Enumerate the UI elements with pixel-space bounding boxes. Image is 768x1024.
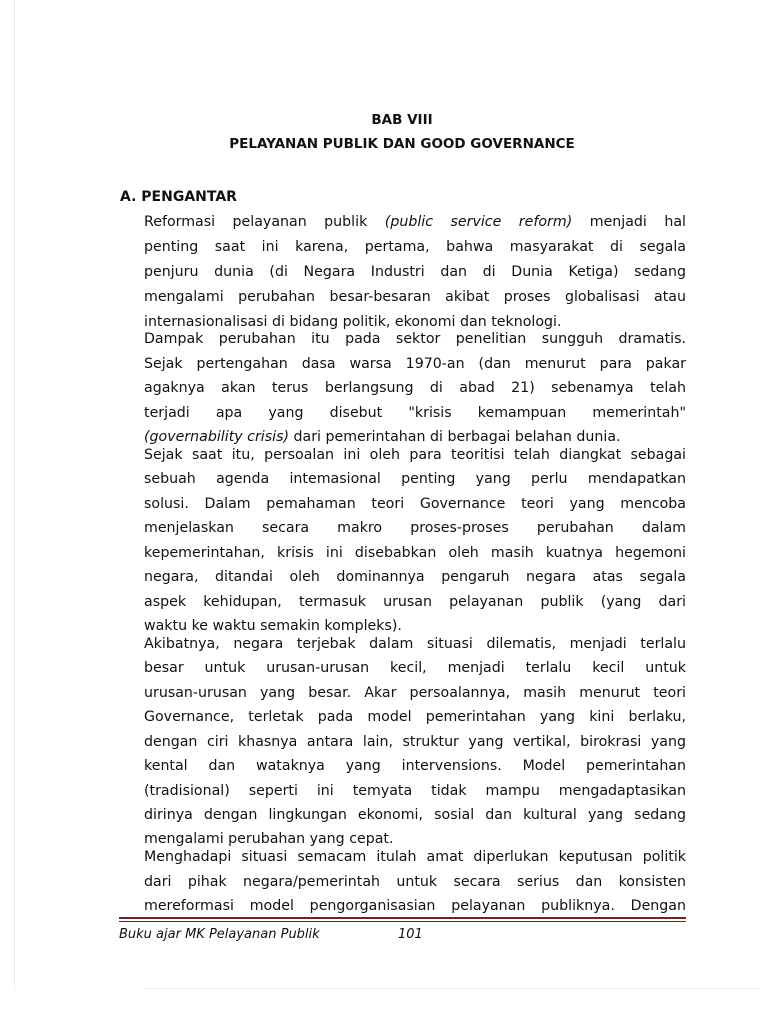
body-line: mengalami perubahan besar-besaran akibat proses globalisasi atau — [144, 289, 686, 305]
body-line: Reformasi pelayanan publik (public service reform) menjadi hal — [144, 214, 686, 230]
body-line: aspek kehidupan, termasuk urusan pelayanan publik (yang dari — [144, 594, 686, 610]
body-line: waktu ke waktu semakin kompleks). — [144, 618, 402, 634]
body-line: urusan-urusan yang besar. Akar persoalannya, masih menurut teori — [144, 685, 686, 701]
section-heading: A. PENGANTAR — [120, 189, 237, 205]
body-line: Governance, terletak pada model pemerintahan yang kini berlaku, — [144, 709, 686, 725]
body-line: mengalami perubahan yang cepat. — [144, 831, 394, 847]
body-line: Dampak perubahan itu pada sektor penelitian sungguh dramatis. — [144, 331, 686, 347]
body-line: dirinya dengan lingkungan ekonomi, sosial dan kultural yang sedang — [144, 807, 686, 823]
body-line: (governability crisis) dari pemerintahan di berbagai belahan dunia. — [144, 429, 621, 445]
chapter-title: PELAYANAN PUBLIK DAN GOOD GOVERNANCE — [229, 136, 575, 152]
body-line: Sejak saat itu, persoalan ini oleh para teoritisi telah diangkat sebagai — [144, 447, 686, 463]
body-line: negara, ditandai oleh dominannya pengaruh negara atas segala — [144, 569, 686, 585]
body-line: solusi. Dalam pemahaman teori Governance teori yang mencoba — [144, 496, 686, 512]
body-line: sebuah agenda intemasional penting yang perlu mendapatkan — [144, 471, 686, 487]
body-line: penjuru dunia (di Negara Industri dan di Dunia Ketiga) sedang — [144, 264, 686, 280]
body-line: terjadi apa yang disebut "krisis kemampuan memerintah" — [144, 405, 686, 421]
body-line: menjelaskan secara makro proses-proses perubahan dalam — [144, 520, 686, 536]
body-line: kepemerintahan, krisis ini disebabkan oleh masih kuatnya hegemoni — [144, 545, 686, 561]
body-line: Akibatnya, negara terjebak dalam situasi dilematis, menjadi terlalu — [144, 636, 686, 652]
page-number: 101 — [398, 927, 423, 942]
body-line: agaknya akan terus berlangsung di abad 21) sebenamya telah — [144, 380, 686, 396]
body-line: dengan ciri khasnya antara lain, struktur yang vertikal, birokrasi yang — [144, 734, 686, 750]
body-line: mereformasi model pengorganisasian pelayanan publiknya. Dengan — [144, 898, 686, 914]
footer-rule — [119, 917, 686, 919]
body-line: besar untuk urusan-urusan kecil, menjadi terlalu kecil untuk — [144, 660, 686, 676]
body-line: Menghadapi situasi semacam itulah amat diperlukan keputusan politik — [144, 849, 686, 865]
body-line: dari pihak negara/pemerintah untuk secara serius dan konsisten — [144, 874, 686, 890]
body-line: kental dan wataknya yang intervensions. Model pemerintahan — [144, 758, 686, 774]
footer-rule-thin — [119, 921, 686, 922]
body-line: penting saat ini karena, pertama, bahwa masyarakat di segala — [144, 239, 686, 255]
footer-book-title: Buku ajar MK Pelayanan Publik — [119, 927, 320, 942]
page-bottom-edge — [146, 988, 758, 989]
chapter-heading: BAB VIII — [371, 112, 433, 128]
body-line: Sejak pertengahan dasa warsa 1970-an (dan menurut para pakar — [144, 356, 686, 372]
body-line: (tradisional) seperti ini temyata tidak mampu mengadaptasikan — [144, 783, 686, 799]
body-line: internasionalisasi di bidang politik, ekonomi dan teknologi. — [144, 314, 562, 330]
